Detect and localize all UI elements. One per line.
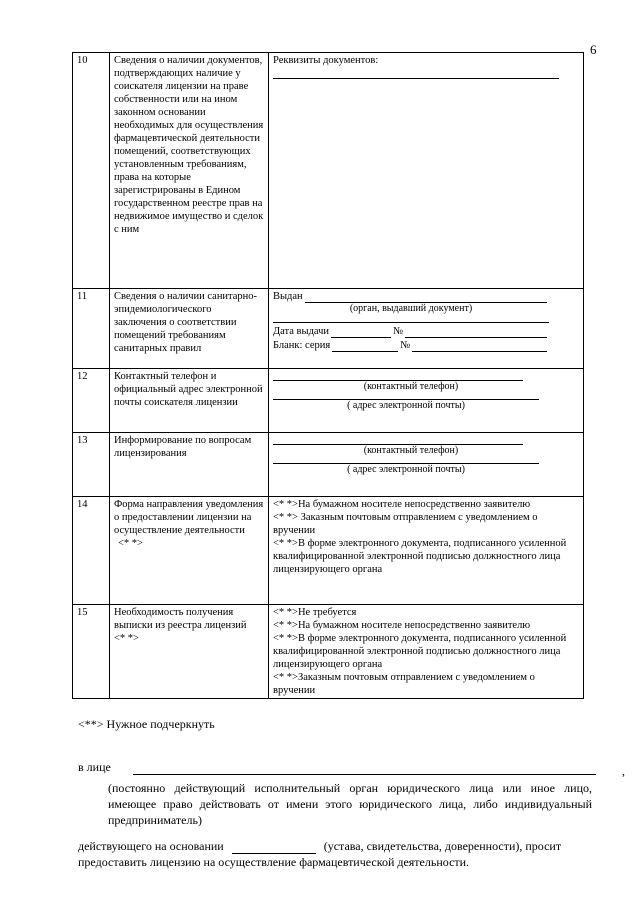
row-number: 14 (73, 497, 110, 605)
issue-date-label: Дата выдачи (273, 326, 330, 337)
basis-prefix: действующего на основании (78, 839, 224, 853)
option-item[interactable]: <* *> Заказным почтовым отправлением с уведомлением о вручении (273, 512, 538, 536)
representative-field[interactable] (133, 763, 596, 775)
row-number: 13 (73, 433, 110, 497)
trailing-comma: , (622, 764, 625, 778)
basis-paragraph (78, 838, 600, 870)
basis-suffix: (устава, свидетельства, доверенности), просит (323, 839, 562, 853)
row-value-cell (269, 369, 584, 433)
option-item[interactable]: <* *>Не требуется (273, 607, 357, 618)
number-field[interactable] (405, 326, 547, 338)
option-item[interactable]: <* *>На бумажном носителе непосредственно заявителю (273, 499, 531, 510)
row-value-cell (269, 605, 584, 699)
table-row (73, 369, 584, 433)
row-description-mark: <* *> (118, 538, 143, 549)
option-item[interactable]: <* *>В форме электронного документа, подписанного усиленной квалифицированной электронной подписью должностного лица лицензирующего органа (273, 633, 567, 670)
basis-field[interactable] (232, 842, 316, 854)
form-number-field[interactable] (412, 340, 547, 352)
phone-caption: (контактный телефон) (363, 445, 459, 456)
issued-field[interactable] (305, 291, 547, 303)
row-value-cell (269, 289, 584, 369)
issued-line-2[interactable] (273, 322, 549, 323)
form-number-label: № (400, 340, 411, 351)
row-description (110, 497, 269, 605)
row-value-cell (269, 433, 584, 497)
email-caption: ( адрес электронной почты) (347, 400, 465, 411)
phone-caption: (контактный телефон) (363, 381, 459, 392)
row-number: 10 (73, 53, 110, 289)
option-item[interactable]: <* *>Заказным почтовым отправлением с уведомлением о вручении (273, 672, 535, 696)
row-description-mark: <* *> (114, 633, 139, 644)
row-description: Сведения о наличии санитарно-эпидемиологического заключения о соответствии помещений требованиям санитарных правил (110, 289, 269, 369)
form-series-field[interactable] (332, 340, 398, 352)
option-item[interactable]: <* *>На бумажном носителе непосредственно заявителю (273, 620, 531, 631)
option-item[interactable]: <* *>В форме электронного документа, подписанного усиленной квалифицированной электронной подписью должностного лица лицензирующего органа (273, 538, 567, 575)
row-description: Контактный телефон и официальный адрес электронной почты соискателя лицензии (110, 369, 269, 433)
row-description: Сведения о наличии документов, подтверждающих наличие у соискателя лицензии на праве собственности или на ином законном основании необходимых для осуществления фармацевтической деятельности помещений, соответствующих установленным требованиям, права на которые зарегистрированы в Едином государственном реестре прав на недвижимое имущество и сделок с ним (110, 53, 269, 289)
representative-note: (постоянно действующий исполнительный орган юридического лица или иное лицо, имеющее право действовать от имени этого юридического лица, либо индивидуальный предприниматель) (108, 781, 592, 827)
number-label: № (393, 326, 404, 337)
table-row (73, 289, 584, 369)
row-description: Информирование по вопросам лицензирования (110, 433, 269, 497)
page-number: 6 (590, 42, 597, 57)
basis-line-2: предоставить лицензию на осуществление фармацевтической деятельности. (78, 855, 470, 869)
row-number: 12 (73, 369, 110, 433)
license-application-table (72, 52, 584, 699)
email-caption: ( адрес электронной почты) (347, 464, 465, 475)
row-description (110, 605, 269, 699)
issue-date-field[interactable] (331, 326, 391, 338)
row-number: 11 (73, 289, 110, 369)
row-value-cell (269, 53, 584, 289)
table-row (73, 497, 584, 605)
documents-label: Реквизиты документов: (273, 55, 379, 66)
representative-line (78, 760, 625, 778)
issued-label: Выдан (273, 291, 303, 302)
table-row (73, 433, 584, 497)
table-row (73, 605, 584, 699)
row-number: 15 (73, 605, 110, 699)
row-description-text: Форма направления уведомления о предоставлении лицензии на осуществление деятельности (114, 499, 264, 536)
documents-line[interactable] (273, 78, 559, 79)
table-row (73, 53, 584, 289)
row-value-cell (269, 497, 584, 605)
in-person-label: в лице (78, 760, 111, 774)
form-series-label: Бланк: серия (273, 340, 331, 351)
footnote: <**> Нужное подчеркнуть (78, 717, 215, 731)
row-description-text: Необходимость получения выписки из реестра лицензий (114, 607, 247, 631)
issued-caption: (орган, выдавший документ) (349, 303, 473, 314)
